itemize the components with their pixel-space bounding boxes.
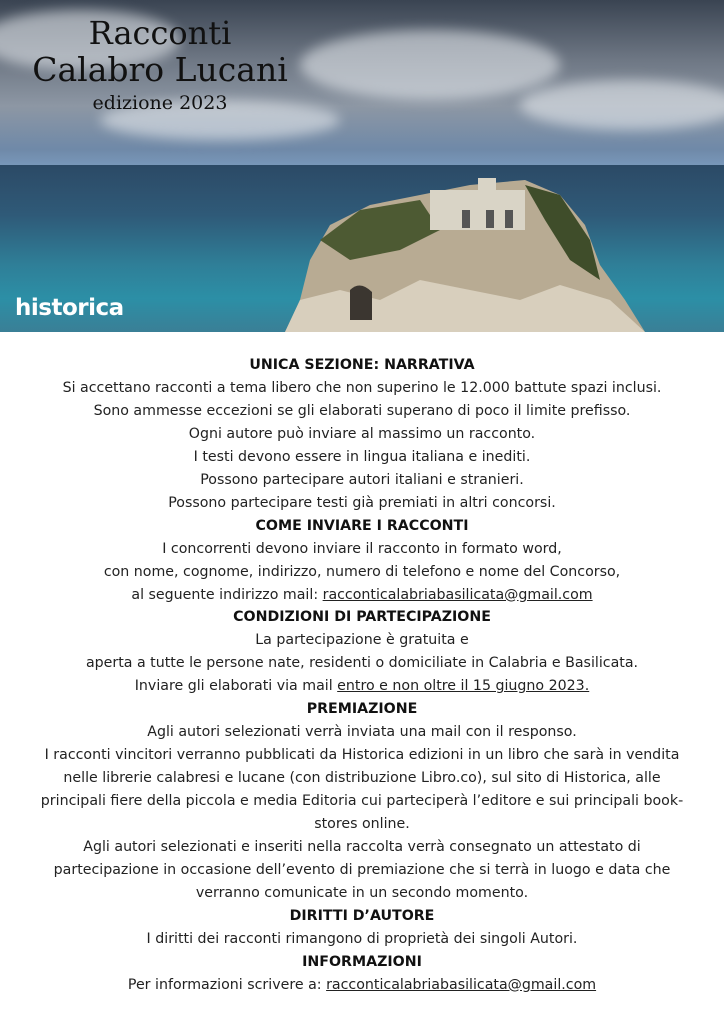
line-text: La partecipazione è gratuita e: [255, 632, 469, 649]
section-line: [0, 423, 724, 446]
section-line: [0, 974, 724, 997]
section-line: [0, 492, 724, 515]
contest-rules: [0, 354, 724, 997]
title-line-2: Calabro Lucani: [32, 50, 288, 89]
line-text: Possono partecipare testi già premiati in altri concorsi.: [168, 494, 556, 511]
line-text: verranno comunicate in un secondo momento.: [195, 884, 529, 901]
section-line: [0, 584, 724, 607]
line-text: Si accettano racconti a tema libero che non superino le 12.000 battute spazi inclusi.: [62, 379, 662, 396]
section-line: [0, 721, 724, 744]
deadline-text: entro e non oltre il 15 giugno 2023.: [337, 678, 590, 695]
section-line: [0, 561, 724, 584]
line-text: con nome, cognome, indirizzo, numero di telefono e nome del Concorso,: [103, 563, 621, 580]
line-text: stores online.: [314, 816, 410, 833]
section-line: [0, 790, 724, 813]
email-link[interactable]: racconticalabriabasilicata@gmail.com: [322, 586, 593, 603]
section-heading: DIRITTI D’AUTORE: [289, 907, 435, 924]
line-text: Sono ammesse eccezioni se gli elaborati superano di poco il limite prefisso.: [93, 402, 631, 419]
hero-image: [0, 0, 724, 332]
line-text: I diritti dei racconti rimangono di proprietà dei singoli Autori.: [146, 930, 578, 947]
line-text: principali fiere della piccola e media Editoria cui parteciperà l’editore e sui principali book-: [40, 793, 684, 810]
line-text: aperta a tutte le persone nate, residenti o domiciliate in Calabria e Basilicata.: [85, 655, 639, 672]
section-heading: UNICA SEZIONE: NARRATIVA: [249, 357, 475, 373]
line-text: Inviare gli elaborati via mail: [134, 678, 338, 695]
section-line: [0, 469, 724, 492]
section-heading: CONDIZIONI DI PARTECIPAZIONE: [233, 609, 491, 626]
section-line: [0, 928, 724, 951]
section-line: [0, 400, 724, 423]
line-text: Agli autori selezionati verrà inviata una mail con il responso.: [147, 724, 577, 741]
line-text: nelle librerie calabresi e lucane (con distribuzione Libro.co), sul sito di Historica, alle: [63, 770, 661, 787]
section-line: [0, 377, 724, 400]
section-heading: PREMIAZIONE: [306, 701, 418, 718]
section-line: [0, 446, 724, 469]
section-line: [0, 859, 724, 882]
line-text: Ogni autore può inviare al massimo un racconto.: [188, 425, 536, 442]
section-line: [0, 767, 724, 790]
section-line: [0, 652, 724, 675]
line-text: I racconti vincitori verranno pubblicati da Historica edizioni in un libro che sarà in vendita: [44, 747, 680, 764]
email-link[interactable]: racconticalabriabasilicata@gmail.com: [326, 976, 597, 993]
edition-label: edizione 2023: [92, 92, 228, 114]
section-line: [0, 744, 724, 767]
line-text: Agli autori selezionati e inseriti nella raccolta verrà consegnato un attestato di: [83, 839, 641, 856]
line-text: al seguente indirizzo mail:: [131, 586, 323, 603]
section-heading: INFORMAZIONI: [302, 953, 422, 970]
section-line: [0, 882, 724, 905]
section-line: [0, 538, 724, 561]
title-line-1: Racconti: [88, 14, 232, 52]
line-text: I concorrenti devono inviare il racconto in formato word,: [162, 540, 562, 557]
historica-logo: historica: [15, 295, 124, 321]
section-line: [0, 836, 724, 859]
section-line: [0, 629, 724, 652]
section-heading: COME INVIARE I RACCONTI: [255, 517, 469, 534]
line-text: Per informazioni scrivere a:: [127, 976, 327, 993]
line-text: Possono partecipare autori italiani e stranieri.: [200, 471, 524, 488]
section-line: [0, 675, 724, 698]
section-line: [0, 813, 724, 836]
line-text: partecipazione in occasione dell’evento di premiazione che si terrà in luogo e data che: [53, 861, 671, 878]
line-text: I testi devono essere in lingua italiana e inediti.: [193, 448, 531, 465]
